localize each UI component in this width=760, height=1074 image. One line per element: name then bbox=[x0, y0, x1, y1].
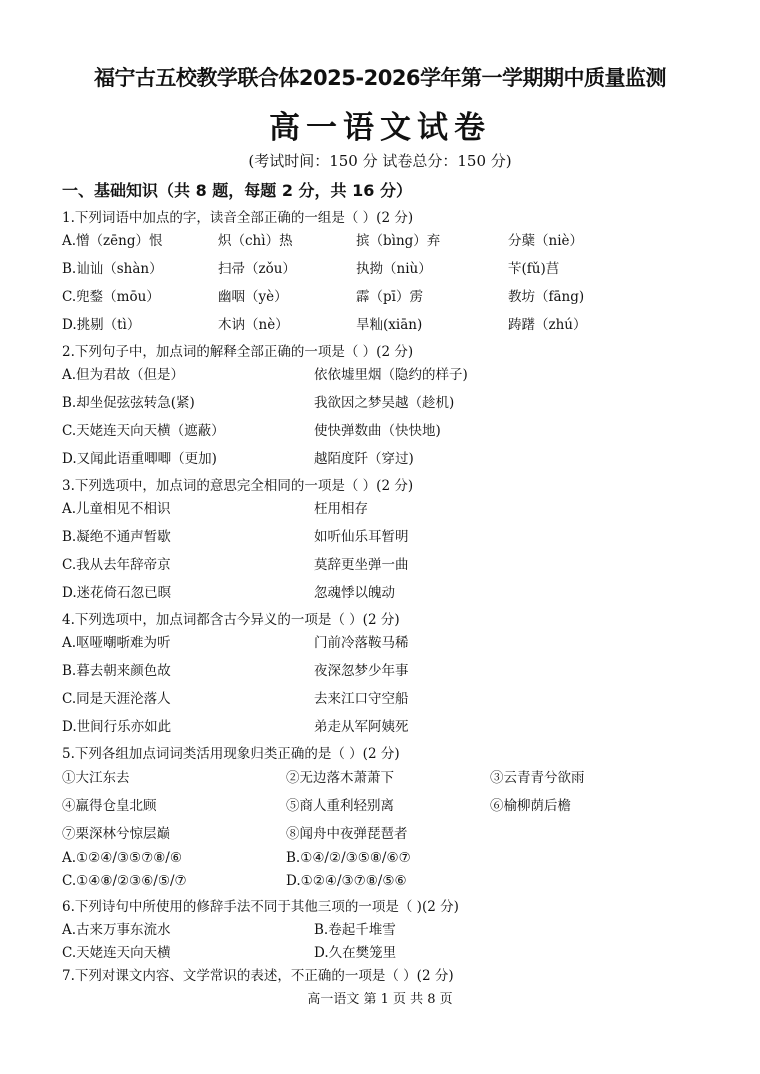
option-text: B.暮去朝来颜色故 bbox=[62, 663, 171, 679]
section-heading: 一、基础知识（共 8 题，每题 2 分，共 16 分） bbox=[62, 181, 412, 200]
option-text: A.但为君故（但是） bbox=[62, 367, 185, 383]
option-text: 教坊（fāng) bbox=[508, 289, 585, 305]
option-text: 踌躇（zhú） bbox=[508, 317, 587, 333]
option-text: D.迷花倚石忽已暝 bbox=[62, 585, 172, 601]
option-text: 使快弹数曲（快快地) bbox=[314, 423, 441, 439]
item-text: ⑤商人重利轻别离 bbox=[286, 798, 394, 814]
option-text: 枉用相存 bbox=[314, 501, 368, 517]
option-text: C.天姥连天向天横（遮蔽） bbox=[62, 423, 225, 439]
option-text: 执拗（niù） bbox=[356, 261, 432, 277]
option-text: 摈（bìng）弃 bbox=[356, 233, 441, 249]
question-stem: 2.下列句子中，加点词的解释全部正确的一项是（ ）(2 分) bbox=[62, 344, 414, 360]
item-text: ⑥榆柳荫后檐 bbox=[490, 798, 571, 814]
option-text: 去来江口守空船 bbox=[314, 691, 409, 707]
question-stem: 5.下列各组加点词词类活用现象归类正确的是（ ）(2 分) bbox=[62, 746, 400, 762]
option-text: 扫帚（zǒu） bbox=[218, 261, 296, 277]
option-text: A.①②④/③⑤⑦⑧/⑥ bbox=[62, 850, 182, 866]
item-text: ④羸得仓皇北顾 bbox=[62, 798, 157, 814]
option-text: A.呕哑嘲哳难为听 bbox=[62, 635, 171, 651]
option-text: 我欲因之梦吴越（趁机) bbox=[314, 395, 455, 411]
question-stem: 3.下列选项中，加点词的意思完全相同的一项是（ ）(2 分) bbox=[62, 478, 414, 494]
item-text: ②无边落木萧萧下 bbox=[286, 770, 394, 786]
page-title: 高一语文试卷 bbox=[269, 110, 491, 146]
option-text: D.久在樊笼里 bbox=[314, 945, 397, 961]
exam-info: (考试时间：150 分 试卷总分：150 分) bbox=[248, 152, 512, 170]
option-text: 旱籼(xiān) bbox=[356, 317, 423, 333]
item-text: ①大江东去 bbox=[62, 770, 130, 786]
question-stem: 1.下列词语中加点的字，读音全部正确的一组是（ ）(2 分) bbox=[62, 210, 414, 226]
school-header: 福宁古五校教学联合体2025-2026学年第一学期期中质量监测 bbox=[93, 66, 667, 90]
option-text: 弟走从军阿姨死 bbox=[314, 719, 409, 735]
option-text: 木讷（nè） bbox=[218, 317, 289, 333]
option-text: D.挑剔（tì） bbox=[62, 317, 141, 333]
option-text: 莫辞更坐弹一曲 bbox=[314, 557, 409, 573]
option-text: D.世间行乐亦如此 bbox=[62, 719, 172, 735]
option-text: 门前冷落鞍马稀 bbox=[314, 635, 409, 651]
option-text: D.又闻此语重唧唧（更加) bbox=[62, 451, 217, 467]
option-text: 忽魂悸以魄动 bbox=[314, 585, 395, 601]
option-text: 幽咽（yè） bbox=[218, 289, 288, 305]
option-text: 霹（pī）雳 bbox=[356, 289, 423, 305]
option-text: 夜深忽梦少年事 bbox=[314, 663, 409, 679]
item-text: ③云青青兮欲雨 bbox=[490, 770, 585, 786]
option-text: 炽（chì）热 bbox=[218, 233, 293, 249]
option-text: C.①④⑧/②③⑥/⑤/⑦ bbox=[62, 873, 187, 889]
item-text: ⑧闻舟中夜弹琵琶者 bbox=[286, 826, 408, 842]
option-text: 分蘖（niè） bbox=[508, 233, 584, 249]
option-text: C.兜鍪（mōu） bbox=[62, 289, 160, 305]
option-text: A.儿童相见不相识 bbox=[62, 501, 171, 517]
question-stem: 6.下列诗句中所使用的修辞手法不同于其他三项的一项是（ )(2 分) bbox=[62, 899, 459, 915]
page-footer: 高一语文 第 1 页 共 8 页 bbox=[307, 992, 453, 1007]
item-text: ⑦栗深林兮惊层巅 bbox=[62, 826, 170, 842]
option-text: C.天姥连天向天横 bbox=[62, 945, 171, 961]
option-text: D.①②④/③⑦⑧/⑤⑥ bbox=[286, 873, 407, 889]
option-text: C.同是天涯沦落人 bbox=[62, 691, 171, 707]
option-text: C.我从去年辞帝京 bbox=[62, 557, 171, 573]
question-stem: 4.下列选项中，加点词都含古今异义的一项是（ ）(2 分) bbox=[62, 612, 400, 628]
option-text: 如听仙乐耳暂明 bbox=[314, 529, 409, 545]
option-text: B.卷起千堆雪 bbox=[314, 922, 396, 938]
option-text: B.讪讪（shàn） bbox=[62, 261, 163, 277]
option-text: A.憎（zēng）恨 bbox=[62, 233, 163, 249]
option-text: B.却坐促弦弦转急(紧) bbox=[62, 395, 195, 411]
option-text: A.古来万事东流水 bbox=[62, 922, 171, 938]
option-text: 依依墟里烟（隐约的样子) bbox=[314, 367, 468, 383]
option-text: B.①④/②/③⑤⑧/⑥⑦ bbox=[286, 850, 411, 866]
option-text: 越陌度阡（穿过) bbox=[314, 451, 414, 467]
option-text: B.凝绝不通声暂歇 bbox=[62, 529, 171, 545]
option-text: 苄(fǔ)莒 bbox=[508, 261, 560, 277]
question-stem: 7.下列对课文内容、文学常识的表述，不正确的一项是（ ）(2 分) bbox=[62, 968, 454, 984]
